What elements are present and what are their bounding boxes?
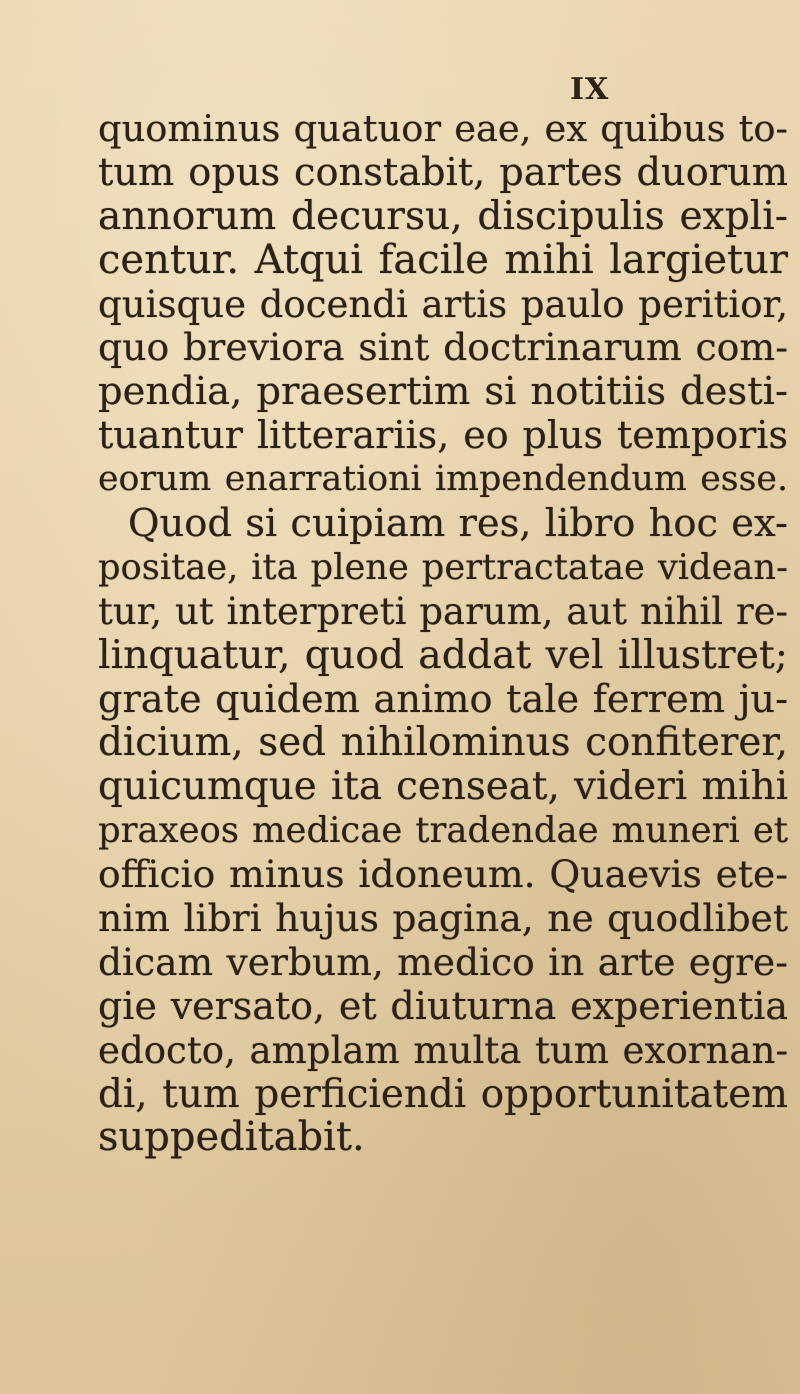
text-line: dicium, sed nihilominus confiterer, bbox=[98, 720, 788, 766]
text-line: gie versato, et diuturna experientia bbox=[98, 983, 788, 1028]
text-line: officio minus idoneum. Quaevis ete- bbox=[98, 852, 788, 897]
paragraph-end-line: suppeditabit. bbox=[98, 1114, 365, 1161]
text-line: di, tum perficiendi opportunitatem bbox=[98, 1071, 788, 1117]
text-line: quisque docendi artis paulo peritior, bbox=[98, 282, 788, 326]
body-text bbox=[98, 107, 788, 1160]
text-line: quo breviora sint doctrinarum com- bbox=[98, 325, 788, 370]
page-number: IX bbox=[570, 72, 610, 107]
text-line: centur. Atqui facile mihi largietur bbox=[98, 236, 788, 283]
paragraph-start-line: Quod si cuipiam res, libro hoc ex- bbox=[128, 501, 788, 547]
text-line: eorum enarrationi impendendum esse. bbox=[98, 459, 788, 500]
text-line: dicam verbum, medico in arte egre- bbox=[98, 939, 788, 984]
text-line: annorum decursu, discipulis expli- bbox=[98, 193, 788, 239]
text-line: tur, ut interpreti parum, aut nihil re- bbox=[98, 589, 788, 633]
text-line: quicumque ita censeat, videri mihi bbox=[98, 764, 788, 810]
text-line: tuantur litterariis, eo plus temporis bbox=[98, 413, 788, 458]
text-line: linquatur, quod addat vel illustret; bbox=[98, 632, 788, 678]
text-line: nim libri hujus pagina, ne quodlibet bbox=[98, 896, 788, 941]
text-line: tum opus constabit, partes duorum bbox=[98, 149, 788, 195]
text-line: pendia, praesertim si notitiis desti- bbox=[98, 369, 788, 415]
text-line: positae, ita plene pertractatae videan- bbox=[98, 546, 788, 588]
text-line: grate quidem animo tale ferrem ju- bbox=[98, 676, 788, 722]
text-line: quominus quatuor eae, ex quibus to- bbox=[98, 107, 788, 150]
text-line: edocto, amplam multa tum exornan- bbox=[98, 1028, 788, 1072]
text-line: praxeos medicae tradendae muneri et bbox=[98, 810, 788, 852]
